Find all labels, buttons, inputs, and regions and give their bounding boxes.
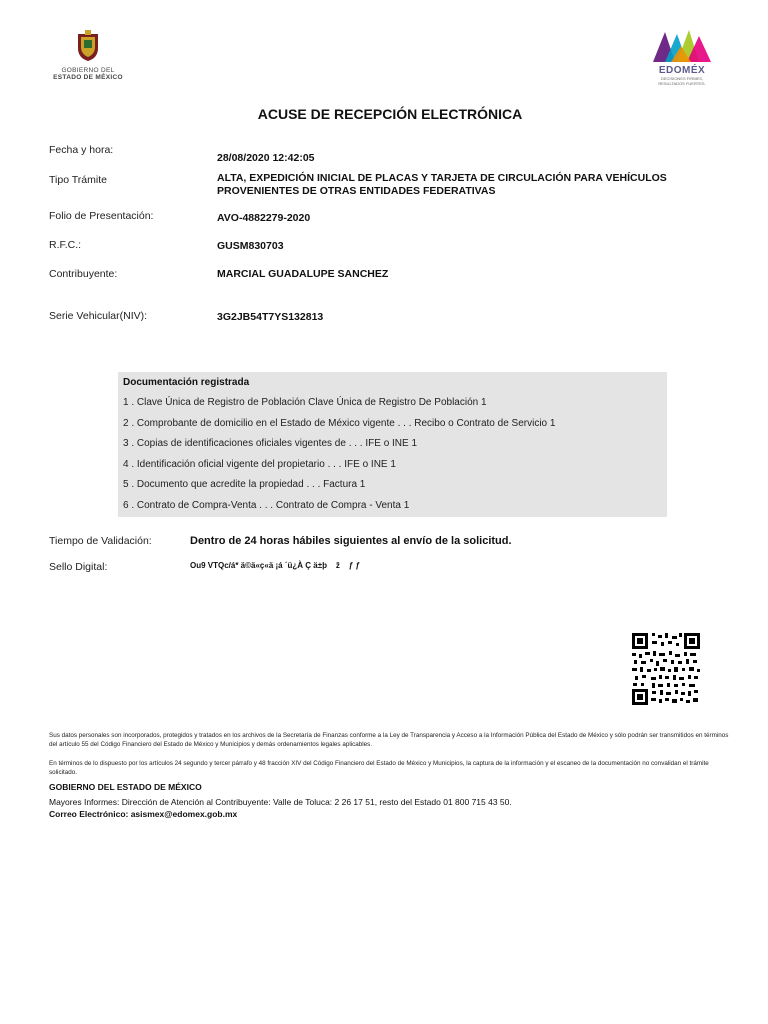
footer-correo: Correo Electrónico: asismex@edomex.gob.mx <box>49 809 238 819</box>
contribuyente-value: MARCIAL GUADALUPE SANCHEZ <box>217 268 389 280</box>
tiempo-value: Dentro de 24 horas hábiles siguientes al envío de la solicitud. <box>190 535 512 547</box>
footer-informes: Mayores Informes: Dirección de Atención al Contribuyente: Valle de Toluca: 2 26 17 51, resto del Estado 01 800 715 43 50. <box>49 797 512 807</box>
fecha-value: 28/08/2020 12:42:05 <box>217 152 315 164</box>
sello-value: Ou9 VTQc/á* ä©ä«ç«ä ¡á ´ü¿À Ç ä±þ ž ƒ ƒ <box>190 561 360 570</box>
coat-of-arms-icon <box>75 30 101 62</box>
footer-gov-name: GOBIERNO DEL ESTADO DE MÉXICO <box>49 782 202 792</box>
documento-item: 2 . Comprobante de domicilio en el Estado de México vigente . . . Recibo o Contrato de Servicio 1 <box>123 418 556 429</box>
edomex-mark-icon <box>651 28 713 64</box>
page-title: ACUSE DE RECEPCIÓN ELECTRÓNICA <box>257 106 523 122</box>
documento-item: 6 . Contrato de Compra-Venta . . . Contrato de Compra - Venta 1 <box>123 500 410 511</box>
tipo-label: Tipo Trámite <box>49 174 107 186</box>
rfc-label: R.F.C.: <box>49 239 82 251</box>
fecha-label: Fecha y hora: <box>49 144 114 156</box>
folio-value: AVO-4882279-2020 <box>217 212 311 224</box>
documentos-title: Documentación registrada <box>123 377 250 388</box>
edomex-logo <box>645 28 719 92</box>
legal-paragraph-2: En términos de lo dispuesto por los artículos 24 segundo y tercer párrafo y 48 fracción XIV del Código Financiero del Estado de México y Municipios, la captura de la información y el escaneo de la documentación no convalidan el trámite solicitado. <box>49 760 709 776</box>
tipo-value-line1: ALTA, EXPEDICIÓN INICIAL DE PLACAS Y TARJETA DE CIRCULACIÓN PARA VEHÍCULOS <box>217 172 667 184</box>
documento-item: 5 . Documento que acredite la propiedad . . . Factura 1 <box>123 479 366 490</box>
documento-item: 4 . Identificación oficial vigente del propietario . . . IFE o INE 1 <box>123 459 396 470</box>
tiempo-label: Tiempo de Validación: <box>49 535 152 547</box>
sello-label: Sello Digital: <box>49 561 108 573</box>
edomex-logo-text: EDOMÉX <box>658 65 706 76</box>
rfc-value: GUSM830703 <box>217 240 284 252</box>
gov-logo-line2: ESTADO DE MÉXICO <box>53 74 123 81</box>
qr-code <box>632 633 700 705</box>
edomex-tagline2: RESULTADOS FUERTES. <box>658 81 706 86</box>
gobierno-logo <box>46 30 130 90</box>
serie-label: Serie Vehicular(NIV): <box>49 310 148 322</box>
contribuyente-label: Contribuyente: <box>49 268 118 280</box>
gov-logo-line1: GOBIERNO DEL <box>61 67 115 74</box>
tipo-value-line2: PROVENIENTES DE OTRAS ENTIDADES FEDERATIVAS <box>217 185 496 197</box>
edomex-tagline1: DECISIONES FIRMES, <box>660 76 703 81</box>
legal-paragraph-1: Sus datos personales son incorporados, protegidos y tratados en los archivos de la Secretaría de Finanzas conforme a la Ley de Transparencia y Acceso a la Información Pública del Estado de México y sólo podrán ser transmitidos en términos del artículo 55 del Código Financiero del Estado de México y Municipios y demás ordenamientos legales aplicables. <box>49 732 729 748</box>
documento-item: 1 . Clave Única de Registro de Población Clave Única de Registro De Población 1 <box>123 397 487 408</box>
documento-item: 3 . Copias de identificaciones oficiales vigentes de . . . IFE o INE 1 <box>123 438 418 449</box>
folio-label: Folio de Presentación: <box>49 210 154 222</box>
documentos-box <box>118 372 667 517</box>
serie-value: 3G2JB54T7YS132813 <box>217 311 324 323</box>
